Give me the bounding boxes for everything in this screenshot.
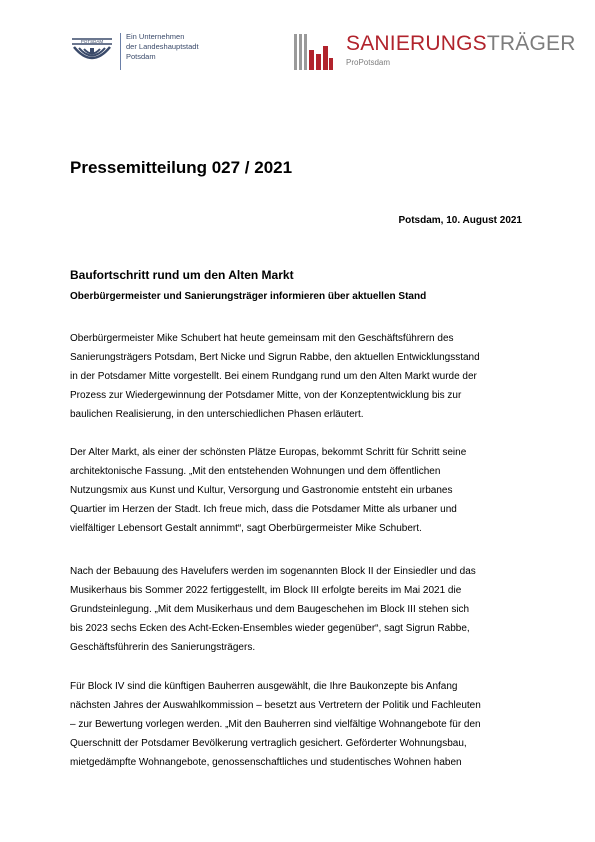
org-line: Potsdam xyxy=(126,52,156,61)
text-line: mietgedämpfte Wohnangebote, genossenschaftliches und studentisches Wohnen haben xyxy=(70,757,462,768)
text-line: Für Block IV sind die künftigen Bauherren ausgewählt, die Ihre Baukonzepte bis Anfang xyxy=(70,681,458,692)
text-line: Musikerhaus bis Sommer 2022 fertiggestellt, im Block III erfolgte bereits im Mai 2021 die xyxy=(70,585,462,596)
logo-divider xyxy=(120,33,121,70)
logo-title-grey: TRÄGER xyxy=(486,32,576,55)
dateline: Potsdam, 10. August 2021 xyxy=(398,215,522,226)
text-line: Nach der Bebauung des Havelufers werden im sogenannten Block II der Einsiedler und das xyxy=(70,566,476,577)
text-line: – zur Bewertung vorlegen werden. „Mit den Bauherren sind vielfältige Wohnangebote für den xyxy=(70,719,481,730)
potsdam-city-logo xyxy=(70,30,240,75)
text-line: in der Potsdamer Mitte vorgestellt. Bei einem Rundgang rund um den Alten Markt wurde der xyxy=(70,371,477,382)
seal-text: POTSDAM xyxy=(80,39,104,44)
headline: Baufortschritt rund um den Alten Markt xyxy=(70,268,294,282)
logo-title xyxy=(346,31,576,57)
text-line: vielfältiger Lebensort Gestalt annimmt“, sagt Oberbürgermeister Mike Schubert. xyxy=(70,523,422,534)
text-line: Querschnitt der Potsdamer Bevölkerung vertraglich gesichert. Geförderter Wohnungsbau, xyxy=(70,738,467,749)
text-line: architektonische Fassung. „Mit den entstehenden Wohnungen und dem öffentlichen xyxy=(70,466,441,477)
logo-subtitle: ProPotsdam xyxy=(346,58,391,67)
paragraph xyxy=(70,443,530,538)
text-line: Geschäftsführerin des Sanierungsträgers. xyxy=(70,642,256,653)
text-line: nächsten Jahres der Auswahlkommission – besetzt aus Vertretern der Politik und Fachleuten xyxy=(70,700,481,711)
logo-title-red: SANIERUNGS xyxy=(346,32,487,55)
potsdam-seal-icon xyxy=(70,33,114,67)
org-line: der Landeshauptstadt xyxy=(126,42,199,51)
text-line: baulichen Realisierung, in den unterschiedlichen Phasen erläutert. xyxy=(70,409,364,420)
text-line: Prozess zur Wiedergewinnung der Potsdamer Mitte, von der Konzeptentwicklung bis zur xyxy=(70,390,462,401)
sanierungstraeger-logo xyxy=(294,28,576,78)
paragraph xyxy=(70,677,530,772)
organisation-text xyxy=(126,32,199,62)
subheadline: Oberbürgermeister und Sanierungsträger informieren über aktuellen Stand xyxy=(70,291,427,302)
text-line: Oberbürgermeister Mike Schubert hat heute gemeinsam mit den Geschäftsführern des xyxy=(70,333,454,344)
text-line: Der Alter Markt, als einer der schönsten Plätze Europas, bekommt Schritt für Schritt seine xyxy=(70,447,467,458)
text-line: Nutzungsmix aus Kunst und Kultur, Versorgung und Gastronomie entsteht ein urbanes xyxy=(70,485,453,496)
paragraph xyxy=(70,329,530,424)
paragraph xyxy=(70,562,530,657)
text-line: Quartier im Herzen der Stadt. Ich freue mich, dass die Potsdamer Mitte als urbaner und xyxy=(70,504,457,515)
page-title: Pressemitteilung 027 / 2021 xyxy=(70,158,293,177)
text-line: bis 2023 sechs Ecken des Acht-Ecken-Ensembles wieder gegenüber“, sagt Sigrun Rabbe, xyxy=(70,623,470,634)
text-line: Grundsteinlegung. „Mit dem Musikerhaus und dem Baugeschehen im Block III stehen sich xyxy=(70,604,470,615)
text-line: Sanierungsträgers Potsdam, Bert Nicke und Sigrun Rabbe, den aktuellen Entwicklungsstand xyxy=(70,352,480,363)
org-line: Ein Unternehmen xyxy=(126,32,185,41)
building-bars-icon xyxy=(294,32,334,72)
